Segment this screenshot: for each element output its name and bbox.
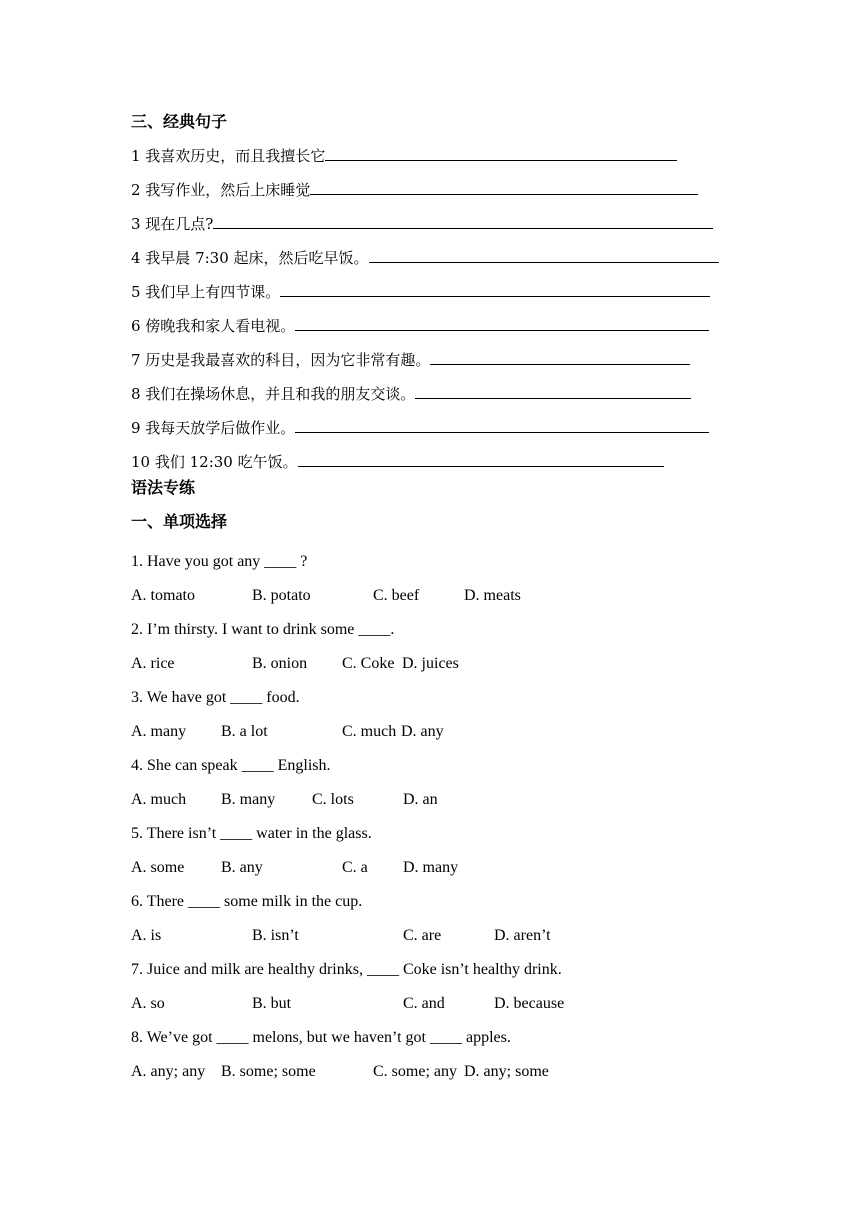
answer-blank[interactable] [213,214,713,229]
sentence-item [131,452,664,472]
answer-blank[interactable] [369,248,719,263]
sentence-item [131,180,698,200]
question-text: 5. There isn’t ____ water in the glass. [131,825,372,842]
option-d[interactable]: D. meats [464,587,521,604]
options-row [131,790,731,810]
option-b[interactable]: B. onion [252,655,308,672]
sentence-text: 9 我每天放学后做作业。 [131,419,296,437]
option-c[interactable]: C. much [342,723,397,740]
option-a[interactable]: A. much [131,791,187,808]
answer-blank[interactable] [298,452,664,467]
answer-blank[interactable] [295,316,709,331]
sentence-item [131,146,677,166]
answer-blank[interactable] [415,384,691,399]
section-title-grammar: 语法专练 [131,478,196,497]
option-d[interactable]: D. juices [402,655,459,672]
options-row [131,858,731,878]
sentence-item [131,282,710,302]
section-subtitle-choice: 一、单项选择 [131,512,228,531]
answer-blank[interactable] [310,180,698,195]
option-b[interactable]: B. but [252,995,292,1012]
sentence-text: 7 历史是我最喜欢的科目，因为它非常有趣。 [131,351,431,369]
question-text: 6. There ____ some milk in the cup. [131,893,363,910]
question-text: 7. Juice and milk are healthy drinks, ____ Coke isn’t healthy drink. [131,961,562,978]
option-c[interactable]: C. and [403,995,445,1012]
option-c[interactable]: C. lots [312,791,354,808]
option-b[interactable]: B. some; some [221,1063,316,1080]
options-row [131,994,731,1014]
option-c[interactable]: C. are [403,927,442,944]
sentence-text: 5 我们早上有四节课。 [131,283,281,301]
sentence-text: 3 现在几点? [131,215,214,233]
section-title-sentences: 三、经典句子 [131,112,228,131]
question-text: 1. Have you got any ____ ? [131,553,308,570]
sentence-item [131,248,719,268]
option-b[interactable]: B. many [221,791,276,808]
option-a[interactable]: A. tomato [131,587,195,604]
option-a[interactable]: A. any; any [131,1063,206,1080]
option-a[interactable]: A. is [131,927,162,944]
option-c[interactable]: C. Coke [342,655,395,672]
sentence-text: 4 我早晨 7:30 起床，然后吃早饭。 [131,249,369,267]
answer-blank[interactable] [280,282,710,297]
option-d[interactable]: D. any; some [464,1063,549,1080]
sentence-text: 1 我喜欢历史，而且我擅长它 [131,147,326,165]
option-b[interactable]: B. potato [252,587,311,604]
option-b[interactable]: B. a lot [221,723,268,740]
option-a[interactable]: A. many [131,723,187,740]
sentence-text: 10 我们 12:30 吃午饭。 [131,453,298,471]
sentence-text: 6 傍晚我和家人看电视。 [131,317,296,335]
question-text: 3. We have got ____ food. [131,689,300,706]
answer-blank[interactable] [295,418,709,433]
option-d[interactable]: D. because [494,995,565,1012]
option-b[interactable]: B. any [221,859,263,876]
question-text: 8. We’ve got ____ melons, but we haven’t got ____ apples. [131,1029,511,1046]
option-b[interactable]: B. isn’t [252,927,299,944]
option-a[interactable]: A. rice [131,655,175,672]
answer-blank[interactable] [325,146,677,161]
options-row [131,722,731,742]
sentence-item [131,214,713,234]
sentence-text: 8 我们在操场休息，并且和我的朋友交谈。 [131,385,416,403]
option-c[interactable]: C. beef [373,587,420,604]
options-row [131,926,731,946]
sentence-text: 2 我写作业，然后上床睡觉 [131,181,311,199]
option-d[interactable]: D. aren’t [494,927,551,944]
option-d[interactable]: D. any [401,723,444,740]
sentence-item [131,316,709,336]
question-text: 4. She can speak ____ English. [131,757,331,774]
option-c[interactable]: C. some; any [373,1063,457,1080]
sentence-item [131,350,690,370]
option-a[interactable]: A. so [131,995,165,1012]
answer-blank[interactable] [430,350,690,365]
option-d[interactable]: D. an [403,791,438,808]
options-row [131,1062,731,1082]
sentence-item [131,384,691,404]
option-c[interactable]: C. a [342,859,368,876]
option-a[interactable]: A. some [131,859,185,876]
options-row [131,586,731,606]
question-text: 2. I’m thirsty. I want to drink some ____. [131,621,395,638]
sentence-item [131,418,709,438]
options-row [131,654,731,674]
option-d[interactable]: D. many [403,859,459,876]
